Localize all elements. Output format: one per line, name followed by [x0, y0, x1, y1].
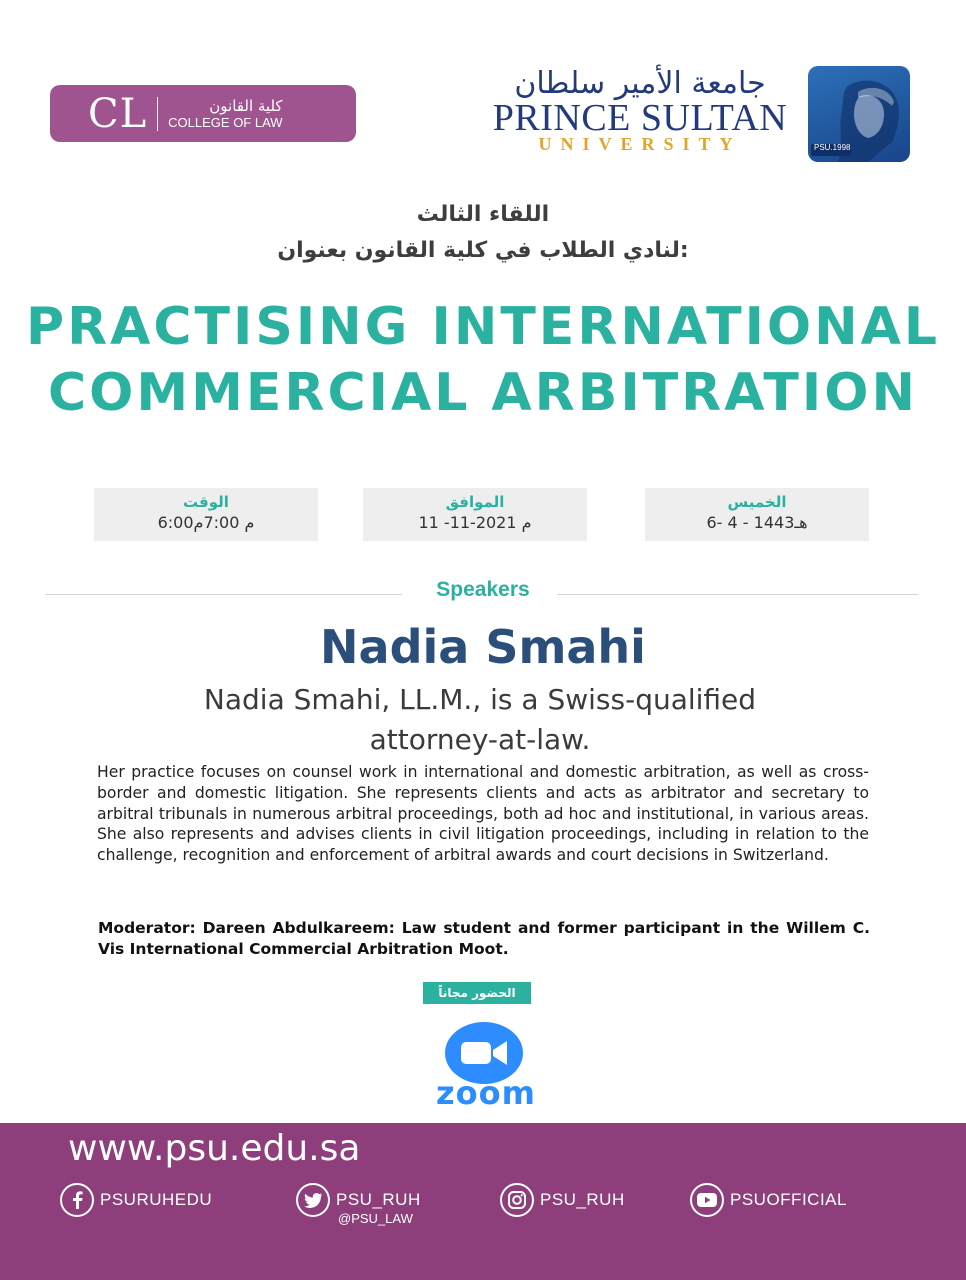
facebook-icon	[60, 1183, 94, 1217]
cl-arabic-name: كلية القانون	[209, 96, 283, 115]
speakers-heading	[0, 578, 966, 602]
zoom-wordmark[interactable]: zoom	[436, 1074, 536, 1112]
college-of-law-badge	[50, 85, 356, 142]
cl-logo-mark: CL	[88, 90, 148, 137]
time-box	[94, 488, 318, 541]
twitter-icon	[296, 1183, 330, 1217]
instagram-icon	[500, 1183, 534, 1217]
event-title-line-1: PRACTISING INTERNATIONAL	[25, 297, 941, 357]
speaker-subtitle: Nadia Smahi, LL.M., is a Swiss-qualified attorney-at-law.	[203, 683, 757, 756]
psu-year: PSU.1998	[814, 143, 851, 152]
psu-university-word: UNIVERSITY	[538, 134, 742, 154]
date-label: الموافق	[445, 493, 505, 511]
speaker-name: Nadia Smahi	[320, 620, 646, 674]
youtube-icon	[690, 1183, 724, 1217]
website-link[interactable]: www.psu.edu.sa	[68, 1128, 361, 1169]
moderator-note: Moderator: Dareen Abdulkareem: Law student and former participant in the Willem C. Vis International Commercial Arbitration Moot.	[98, 919, 870, 958]
facebook-handle: PSURUHEDU	[100, 1190, 213, 1209]
intro-line-1: اللقاء الثالث	[416, 202, 550, 227]
youtube-link[interactable]	[690, 1183, 847, 1217]
day-box	[645, 488, 869, 541]
youtube-handle: PSUOFFICIAL	[730, 1190, 847, 1209]
date-box	[363, 488, 587, 541]
cl-text-block	[168, 97, 282, 131]
event-title-line-2: COMMERCIAL ARBITRATION	[48, 363, 918, 423]
psu-english-name: PRINCE SULTAN	[492, 97, 788, 139]
psu-emblem-logo	[808, 66, 910, 162]
twitter-sub-handle[interactable]: @PSU_LAW	[338, 1211, 413, 1226]
instagram-link[interactable]	[500, 1183, 625, 1217]
speaker-bio: Her practice focuses on counsel work in international and domestic arbitration, as well as cross-border and domestic litigation. She represents clients and acts as arbitrator and secretary to arbitral tribunals in numerous arbitral proceedings, both ad hoc and institutional, in various areas. She also represents and advises clients in civil litigation proceedings, including in relation to the challenge, recognition and enforcement of arbitral awards and court decisions in Switzerland.	[97, 763, 869, 865]
facebook-link[interactable]	[60, 1183, 212, 1217]
time-value: 6:00م 7:00م	[157, 513, 255, 532]
cl-english-name: COLLEGE OF LAW	[168, 114, 283, 130]
speakers-heading-text: Speakers	[424, 578, 541, 601]
free-attendance-badge: الحضور مجاناً	[423, 982, 531, 1004]
date-value: 11 -11-2021 م	[418, 513, 532, 532]
twitter-handle: PSU_RUH	[336, 1190, 421, 1209]
time-label: الوقت	[183, 493, 229, 511]
day-label: الخميس	[727, 493, 787, 511]
psu-arabic-name: جامعة الأمير سلطان	[514, 66, 766, 101]
day-value: 6- 4 - 1443هـ	[706, 513, 808, 532]
intro-line-2: لنادي الطلاب في كلية القانون بعنوان:	[277, 238, 689, 263]
instagram-handle: PSU_RUH	[540, 1190, 625, 1209]
cl-divider	[157, 97, 158, 131]
